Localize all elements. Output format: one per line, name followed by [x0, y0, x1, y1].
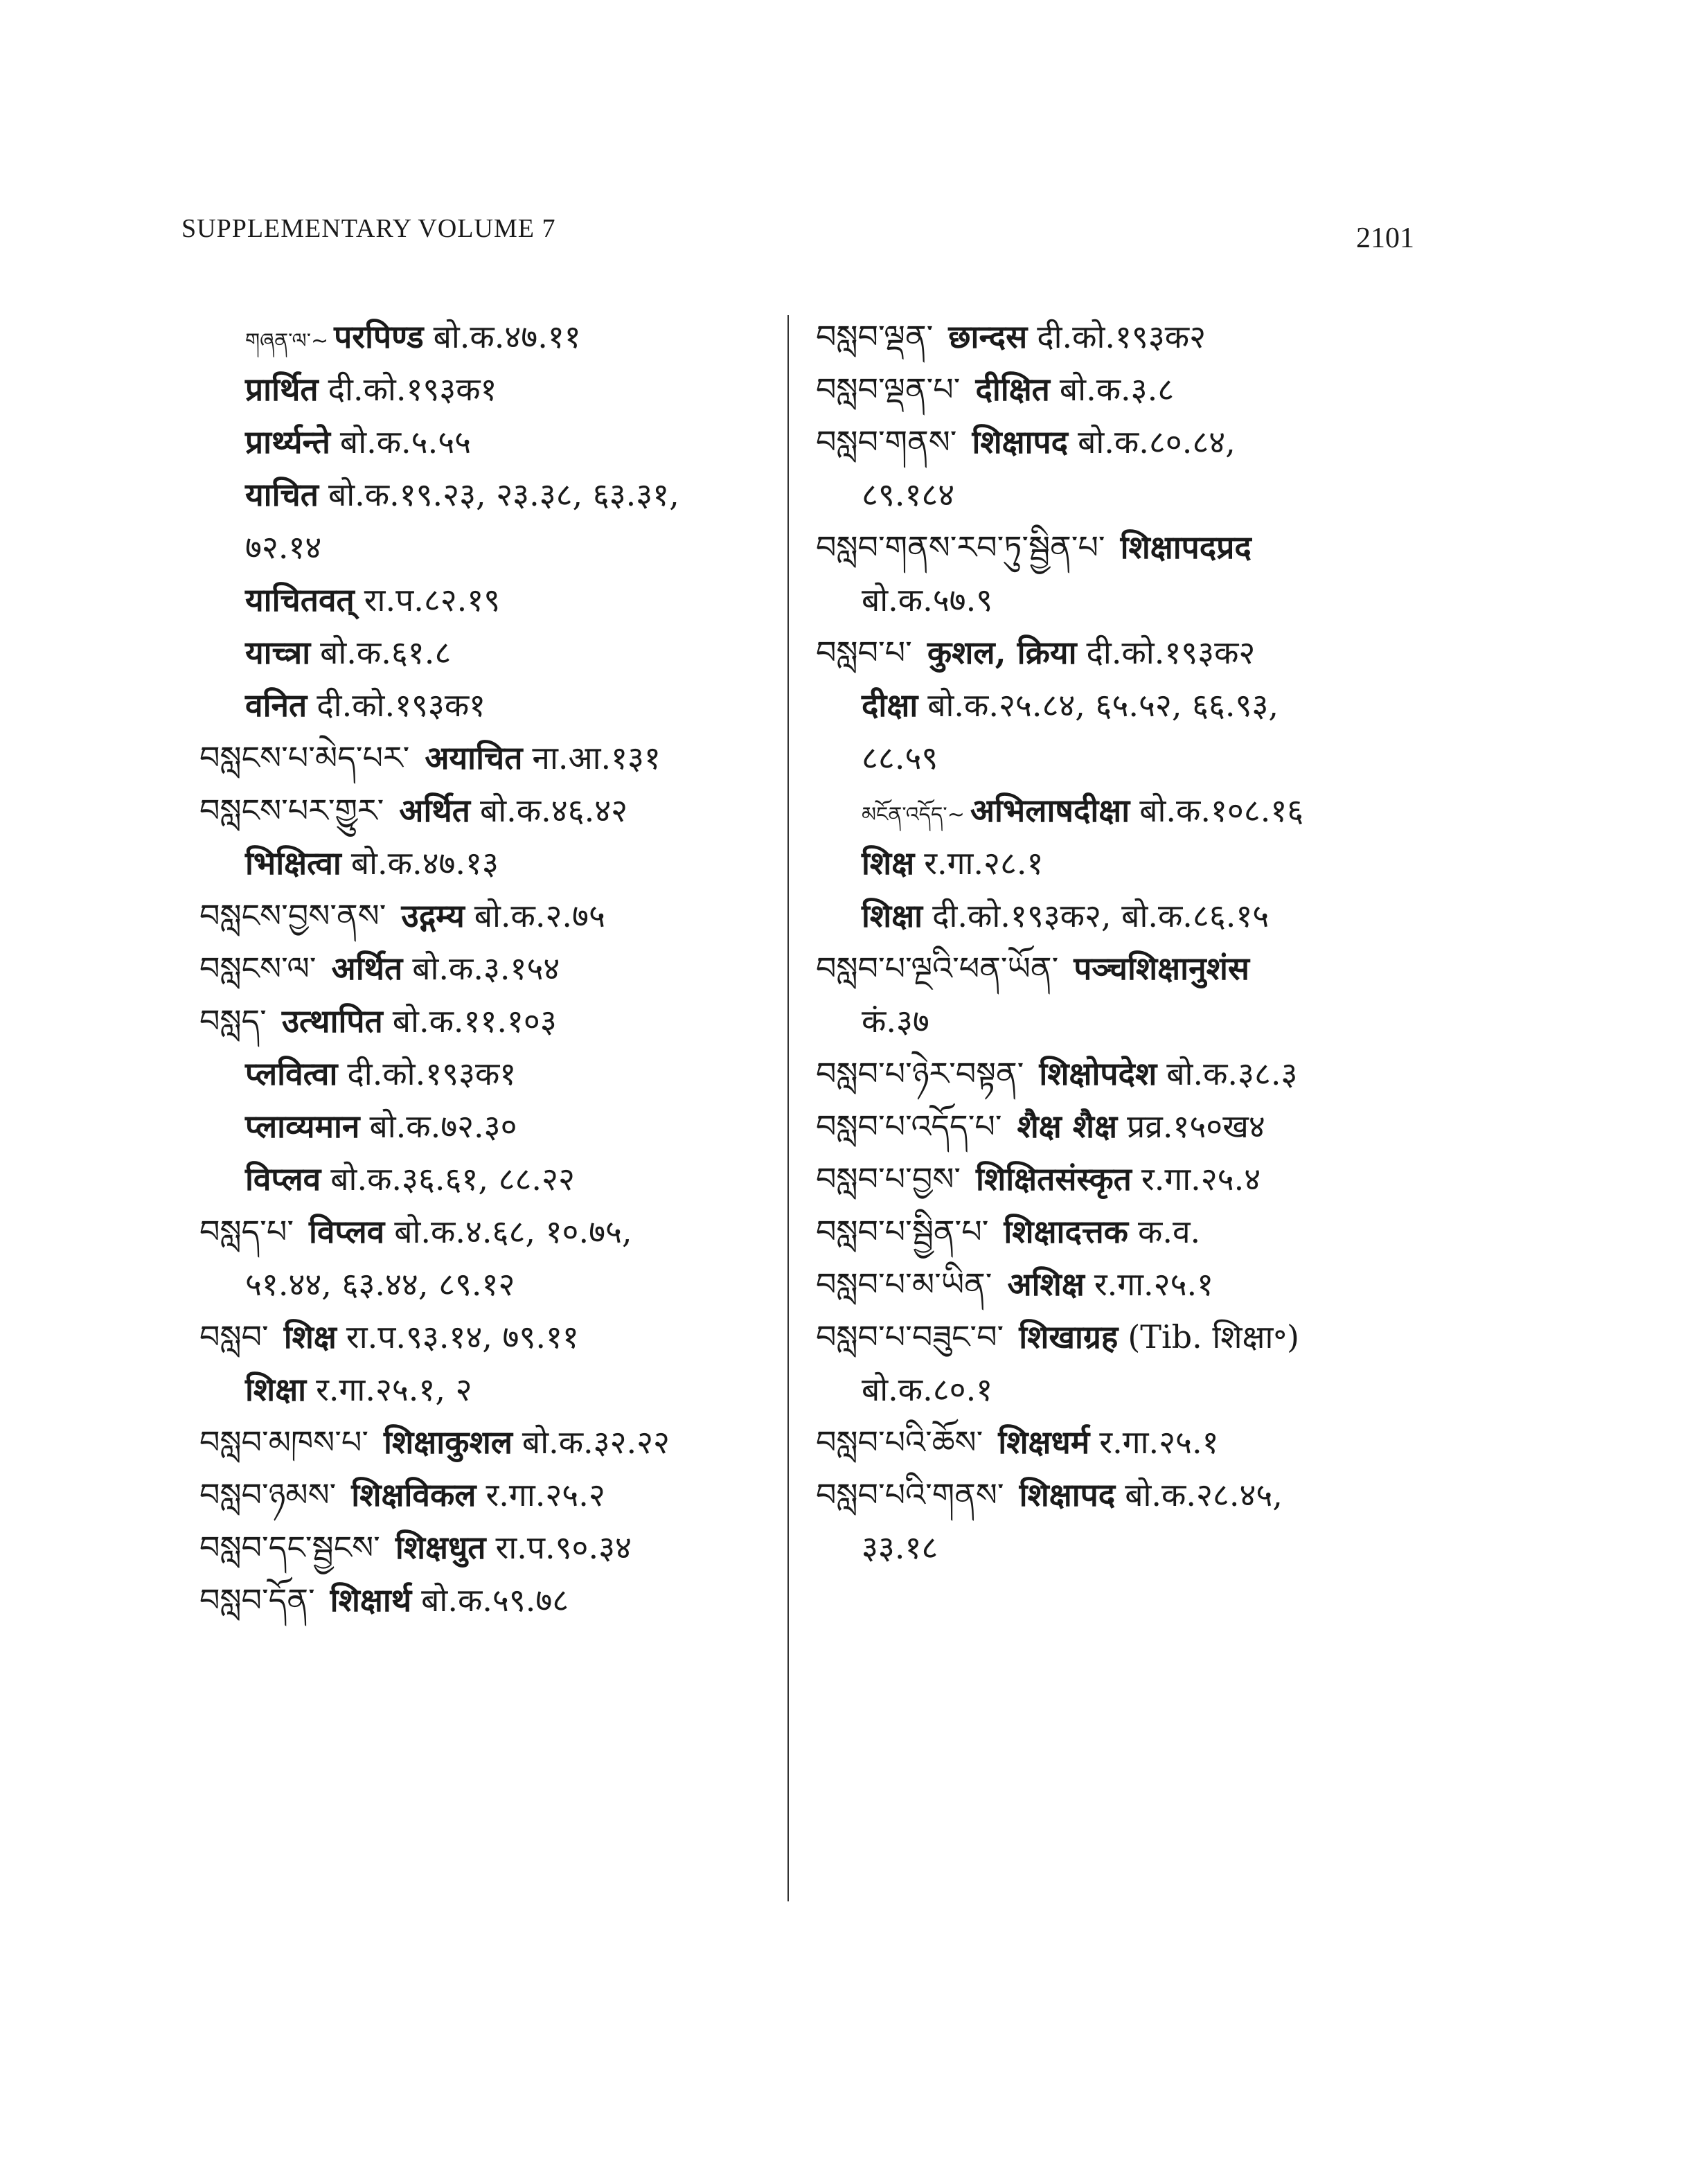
tibetan-term: བསླད་པ་ [199, 1213, 294, 1250]
sanskrit-headword: विप्लव [245, 1160, 321, 1198]
sanskrit-headword: शिक्षविकल [351, 1476, 477, 1513]
source-reference: रा.प.९३.१४, ७९.११ [346, 1318, 579, 1356]
source-reference: (Tib. शिक्षा॰) [1128, 1318, 1299, 1356]
tibetan-term: བསླབ་མཁས་པ་ [199, 1423, 369, 1461]
source-reference: प्रव्र.१५०ख४ [1127, 1108, 1265, 1145]
sanskrit-headword: शिक्षधुत [395, 1529, 486, 1566]
dictionary-entry [199, 942, 781, 995]
column-divider [787, 315, 789, 1901]
dictionary-entry [199, 1574, 781, 1626]
source-reference: बो.क.३६.६१, ८८.२२ [330, 1160, 575, 1198]
sanskrit-headword: प्लाव्यमान [245, 1108, 360, 1145]
dictionary-entry [199, 889, 781, 942]
source-reference: र.गा.२५.४ [1141, 1160, 1261, 1198]
sanskrit-headword: वनित [245, 686, 308, 724]
sanskrit-headword: शिक्षोपदेश [1039, 1055, 1157, 1092]
source-reference: बो.क.१९.२३, २३.३८, ६३.३१, [328, 476, 679, 513]
dictionary-entry [816, 310, 1425, 363]
source-reference: दी.को.१९३क२ [1086, 634, 1256, 671]
sub-entry [816, 679, 1425, 731]
dictionary-entry [816, 1100, 1425, 1153]
continuation-line [816, 468, 1425, 521]
continuation-line [199, 1258, 781, 1311]
continuation-line [199, 521, 781, 574]
sub-entry [199, 679, 781, 731]
source-reference: बो.क.१०८.१६ [1139, 792, 1304, 829]
sanskrit-headword: शिखाग्रह [1019, 1318, 1119, 1356]
sub-entry [199, 626, 781, 679]
sanskrit-headword: शिक्षा [245, 1371, 307, 1408]
sanskrit-headword: कुशल, क्रिया [927, 634, 1077, 671]
source-reference: रा.प.८२.१९ [364, 581, 501, 619]
tibetan-term: བསླབ་གནས་རབ་ཏུ་སྦྱིན་པ་ [816, 529, 1105, 566]
source-reference: बो.क.४७.१३ [350, 844, 499, 882]
source-reference: बो.क.३.८ [1059, 371, 1175, 408]
source-reference: बो.क.८०.१ [862, 1371, 993, 1408]
tibetan-term: བསླབ་དང་སྦྱངས་ [199, 1529, 380, 1566]
source-reference: र.गा.२५.१, २ [316, 1371, 472, 1408]
tibetan-term: བསླབ་པ་ཉེར་བསྟན་ [816, 1055, 1024, 1092]
source-reference: क.व. [1138, 1213, 1201, 1250]
dictionary-entry [199, 1205, 781, 1258]
source-reference: कं.३७ [862, 1002, 929, 1040]
source-reference: दी.को.१९३क१ [328, 371, 497, 408]
source-reference: ५१.४४, ६३.४४, ८९.१२ [245, 1266, 515, 1303]
left-column [199, 310, 781, 1626]
sanskrit-headword: याच्त्रा [245, 634, 311, 671]
source-reference: बो.क.४६.४२ [479, 792, 628, 829]
dictionary-entry [816, 1468, 1425, 1521]
tibetan-term: བསླབ་ [199, 1318, 269, 1356]
dictionary-entry [199, 784, 781, 837]
sanskrit-headword: शिक्षापद [1019, 1476, 1116, 1513]
sub-entry [199, 837, 781, 889]
source-reference: बो.क.७२.३० [369, 1108, 517, 1145]
sanskrit-headword: उद्गम्य [401, 897, 465, 934]
tibetan-term: བསླབ་གནས་ [816, 423, 957, 461]
sub-entry [816, 784, 1425, 837]
sanskrit-headword: प्लवित्वा [245, 1055, 338, 1092]
tibetan-term: བསླབ་པ་འདོད་པ་ [816, 1108, 1002, 1145]
tibetan-term: བསླབ་ལྡན་ [816, 318, 934, 355]
sanskrit-headword: शिक्षापद [972, 423, 1069, 461]
source-reference: दी.को.१९३क१ [317, 686, 486, 724]
sanskrit-headword: शिक्षार्थ [330, 1581, 412, 1619]
source-reference: बो.क.३२.२२ [522, 1423, 670, 1461]
dictionary-entry [816, 1205, 1425, 1258]
dictionary-entry [816, 416, 1425, 468]
tibetan-term: བསླངས་བྱས་ནས་ [199, 897, 386, 934]
source-reference: बो.क.३.१५४ [412, 950, 560, 987]
tibetan-term: བསླབ་ལྡན་པ་ [816, 371, 961, 408]
source-reference: बो.क.६१.८ [320, 634, 452, 671]
sanskrit-headword: अर्थित [331, 950, 403, 987]
source-reference: ८८.५९ [862, 739, 938, 776]
running-head: SUPPLEMENTARY VOLUME 7 [181, 214, 556, 243]
sanskrit-headword: परपिण्ड [334, 318, 424, 355]
dictionary-entry [816, 626, 1425, 679]
sanskrit-headword: दीक्षित [975, 371, 1050, 408]
tibetan-term: བསླབ་པའི་ཆོས་ [816, 1423, 983, 1461]
continuation-line [816, 1363, 1425, 1416]
sub-entry [199, 310, 781, 363]
continuation-line [816, 574, 1425, 626]
sub-entry [199, 1363, 781, 1416]
source-reference: दी.को.१९३क२ [1037, 318, 1206, 355]
source-reference: बो.क.२५.८४, ६५.५२, ६६.९३, [927, 686, 1279, 724]
sub-entry [199, 416, 781, 468]
source-reference: बो.क.५७.९ [862, 581, 993, 619]
tibetan-term: བསླབ་པ་བྱས་ [816, 1160, 961, 1198]
dictionary-entry [816, 1311, 1425, 1363]
sanskrit-headword: विप्लव [308, 1213, 385, 1250]
sub-entry [199, 1153, 781, 1205]
tibetan-term: བསླབ་པ་མ་ཡིན་ [816, 1266, 992, 1303]
sanskrit-headword: शिक्ष [862, 844, 915, 882]
source-reference: रा.प.९०.३४ [495, 1529, 632, 1566]
tibetan-term: བསླབ་པ་བཟུང་བ་ [816, 1318, 1004, 1356]
source-reference: ३३.१८ [862, 1529, 938, 1566]
sub-entry [816, 837, 1425, 889]
tibetan-term: མངོན་འདོད་~ [862, 803, 965, 827]
dictionary-entry [199, 1416, 781, 1468]
sanskrit-headword: शिक्षादत्तक [1004, 1213, 1129, 1250]
dictionary-entry [199, 1311, 781, 1363]
right-column [816, 310, 1425, 1574]
tibetan-term: བསླངས་ལ་ [199, 950, 317, 987]
source-reference: दी.को.१९३क२, बो.क.८६.१५ [932, 897, 1270, 934]
dictionary-entry [199, 731, 781, 784]
dictionary-entry [816, 942, 1425, 995]
source-reference: ना.आ.१३१ [532, 739, 661, 776]
sanskrit-headword: अशिक्ष [1007, 1266, 1085, 1303]
sanskrit-headword: याचितवत् [245, 581, 355, 619]
source-reference: बो.क.५९.७८ [421, 1581, 569, 1619]
dictionary-entry [199, 995, 781, 1047]
continuation-line [816, 995, 1425, 1047]
source-reference: र.गा.२८.१ [924, 844, 1044, 882]
sub-entry [199, 1100, 781, 1153]
source-reference: दी.को.१९३क१ [347, 1055, 517, 1092]
sub-entry [199, 468, 781, 521]
tibetan-term: བསླབ་པའི་གནས་ [816, 1476, 1004, 1513]
tibetan-term: བསླངས་པ་མེད་པར་ [199, 739, 410, 776]
sub-entry [199, 1047, 781, 1100]
dictionary-entry [199, 1521, 781, 1574]
sub-entry [199, 363, 781, 416]
dictionary-entry [816, 1258, 1425, 1311]
dictionary-entry [816, 521, 1425, 574]
tibetan-term: བསླབ་པ་སྦྱིན་པ་ [816, 1213, 989, 1250]
tibetan-term: བསླབ་པ་ལྔའི་ཕན་ཡོན་ [816, 950, 1059, 987]
sanskrit-headword: प्रार्थ्यन्ते [245, 423, 330, 461]
source-reference: बो.क.४.६८, १०.७५, [394, 1213, 632, 1250]
tibetan-term: བསླབ་དོན་ [199, 1581, 315, 1619]
tibetan-term: བསླབ་ཉམས་ [199, 1476, 337, 1513]
source-reference: बो.क.२८.४५, [1125, 1476, 1283, 1513]
sub-entry [816, 889, 1425, 942]
dictionary-entry [816, 363, 1425, 416]
source-reference: बो.क.५.५५ [339, 423, 472, 461]
dictionary-entry [816, 1047, 1425, 1100]
source-reference: ८९.१८४ [862, 476, 955, 513]
continuation-line [816, 1521, 1425, 1574]
source-reference: र.गा.२५.२ [486, 1476, 605, 1513]
sanskrit-headword: याचित [245, 476, 319, 513]
source-reference: बो.क.८०.८४, [1078, 423, 1236, 461]
sanskrit-headword: शिक्षाकुशल [384, 1423, 513, 1461]
tibetan-term: བསླངས་པར་གྱུར་ [199, 792, 384, 829]
sanskrit-headword: शिक्षापदप्रद [1120, 529, 1252, 566]
sanskrit-headword: छान्दस [948, 318, 1028, 355]
sub-entry [199, 574, 781, 626]
sanskrit-headword: शैक्ष शैक्ष [1017, 1108, 1118, 1145]
sanskrit-headword: प्रार्थित [245, 371, 319, 408]
sanskrit-headword: दीक्षा [862, 686, 918, 724]
sanskrit-headword: अर्थित [399, 792, 470, 829]
sanskrit-headword: पञ्चशिक्षानुशंस [1074, 950, 1249, 987]
sanskrit-headword: शिक्षा [862, 897, 923, 934]
tibetan-term: བསླད་ [199, 1002, 267, 1040]
source-reference: र.गा.२५.१ [1099, 1423, 1219, 1461]
source-reference: र.गा.२५.१ [1094, 1266, 1214, 1303]
page-number: 2101 [1356, 222, 1414, 254]
continuation-line [816, 731, 1425, 784]
source-reference: बो.क.२.७५ [474, 897, 605, 934]
tibetan-term: བསླབ་པ་ [816, 634, 912, 671]
tibetan-term: གཞན་ལ་~ [245, 329, 329, 353]
source-reference: बो.क.११.१०३ [392, 1002, 557, 1040]
source-reference: बो.क.४७.११ [433, 318, 581, 355]
sanskrit-headword: शिक्ष [283, 1318, 337, 1356]
dictionary-entry [199, 1468, 781, 1521]
sanskrit-headword: अभिलाषदीक्षा [970, 792, 1130, 829]
sanskrit-headword: शिक्षितसंस्कृत [976, 1160, 1132, 1198]
sanskrit-headword: अयाचित [425, 739, 523, 776]
sanskrit-headword: शिक्षधर्म [998, 1423, 1090, 1461]
sanskrit-headword: भिक्षित्वा [245, 844, 341, 882]
dictionary-entry [816, 1153, 1425, 1205]
dictionary-entry [816, 1416, 1425, 1468]
source-reference: ७२.१४ [245, 529, 322, 566]
sanskrit-headword: उत्थापित [281, 1002, 383, 1040]
source-reference: बो.क.३८.३ [1166, 1055, 1298, 1092]
